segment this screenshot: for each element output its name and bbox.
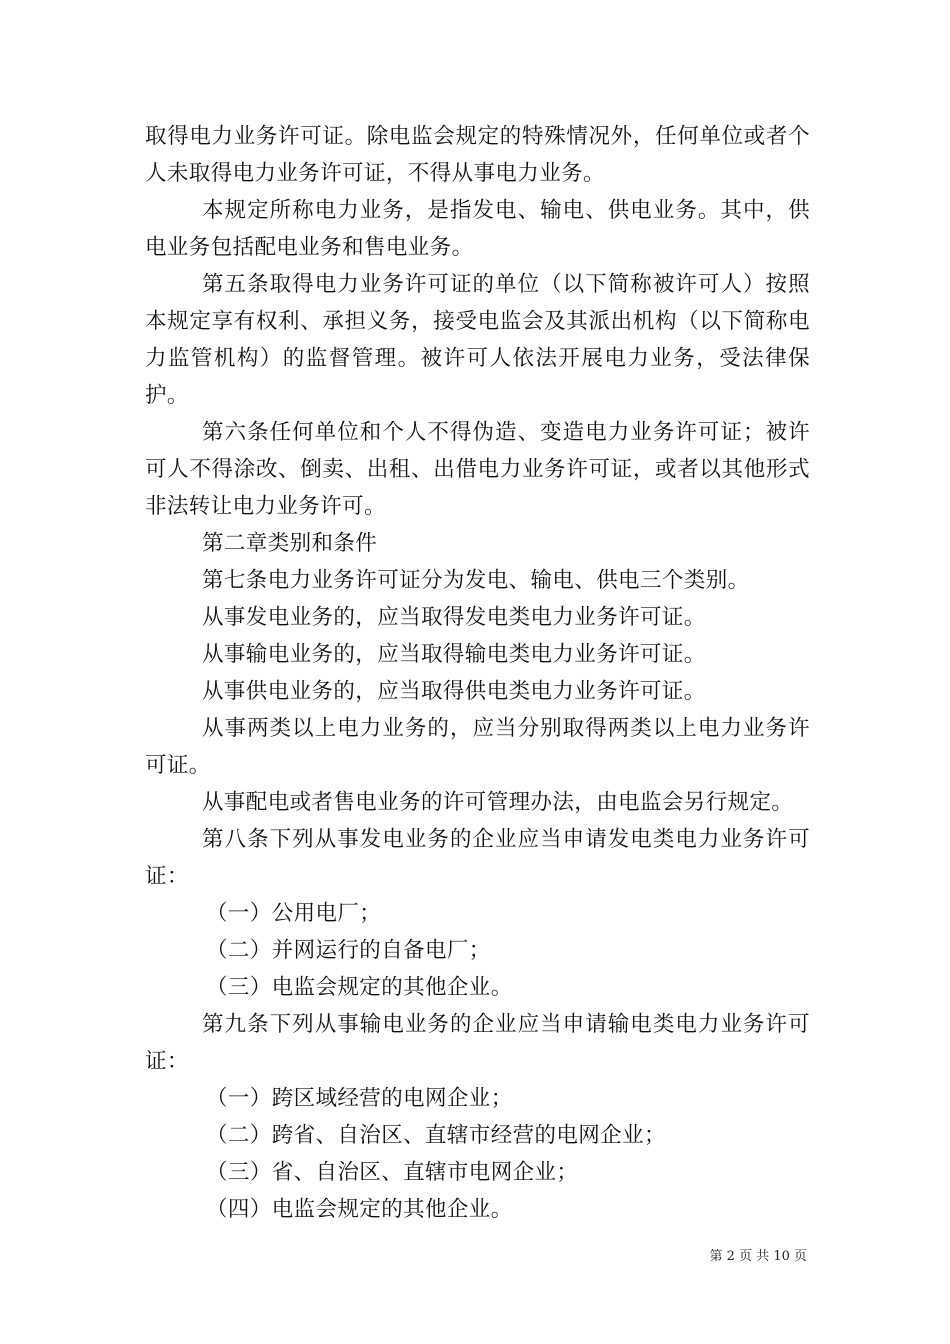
- paragraph: 从事输电业务的，应当取得输电类电力业务许可证。: [202, 642, 706, 667]
- list-item: （一）跨区域经营的电网企业；: [206, 1086, 513, 1111]
- list-item: （三）电监会规定的其他企业。: [206, 975, 513, 1000]
- list-item: （四）电监会规定的其他企业。: [206, 1197, 513, 1222]
- paragraph: 从事两类以上电力业务的，应当分别取得两类以上电力业务许可证。: [145, 716, 810, 778]
- list-item: （二）跨省、自治区、直辖市经营的电网企业；: [206, 1123, 666, 1148]
- list-item: （二）并网运行的自备电厂；: [206, 938, 491, 963]
- chapter-heading: 第二章类别和条件: [202, 531, 378, 556]
- paragraph: 从事配电或者售电业务的许可管理办法，由电监会另行规定。: [202, 790, 794, 815]
- paragraph-article-6: 第六条任何单位和个人不得伪造、变造电力业务许可证；被许可人不得涂改、倒卖、出租、出借电力业务许可证，或者以其他形式非法转让电力业务许可。: [145, 420, 810, 519]
- list-item: （一）公用电厂；: [206, 901, 382, 926]
- paragraph-article-7: 第七条电力业务许可证分为发电、输电、供电三个类别。: [202, 568, 750, 593]
- paragraph-article-5: 第五条取得电力业务许可证的单位（以下简称被许可人）按照本规定享有权利、承担义务，接受电监会及其派出机构（以下简称电力监管机构）的监督管理。被许可人依法开展电力业务，受法律保护。: [145, 272, 810, 408]
- document-body: [145, 118, 810, 1228]
- paragraph-article-9: 第九条下列从事输电业务的企业应当申请输电类电力业务许可证：: [145, 1012, 810, 1074]
- paragraph: 从事供电业务的，应当取得供电类电力业务许可证。: [202, 679, 706, 704]
- paragraph-article-8: 第八条下列从事发电业务的企业应当申请发电类电力业务许可证：: [145, 827, 810, 889]
- paragraph: 本规定所称电力业务，是指发电、输电、供电业务。其中，供电业务包括配电业务和售电业务。: [145, 198, 810, 260]
- paragraph: 从事发电业务的，应当取得发电类电力业务许可证。: [202, 605, 706, 630]
- page-number: 第 2 页 共 10 页: [709, 1249, 807, 1264]
- list-item: （三）省、自治区、直辖市电网企业；: [206, 1160, 579, 1185]
- paragraph-continuation: 取得电力业务许可证。除电监会规定的特殊情况外，任何单位或者个人未取得电力业务许可证，不得从事电力业务。: [145, 124, 810, 186]
